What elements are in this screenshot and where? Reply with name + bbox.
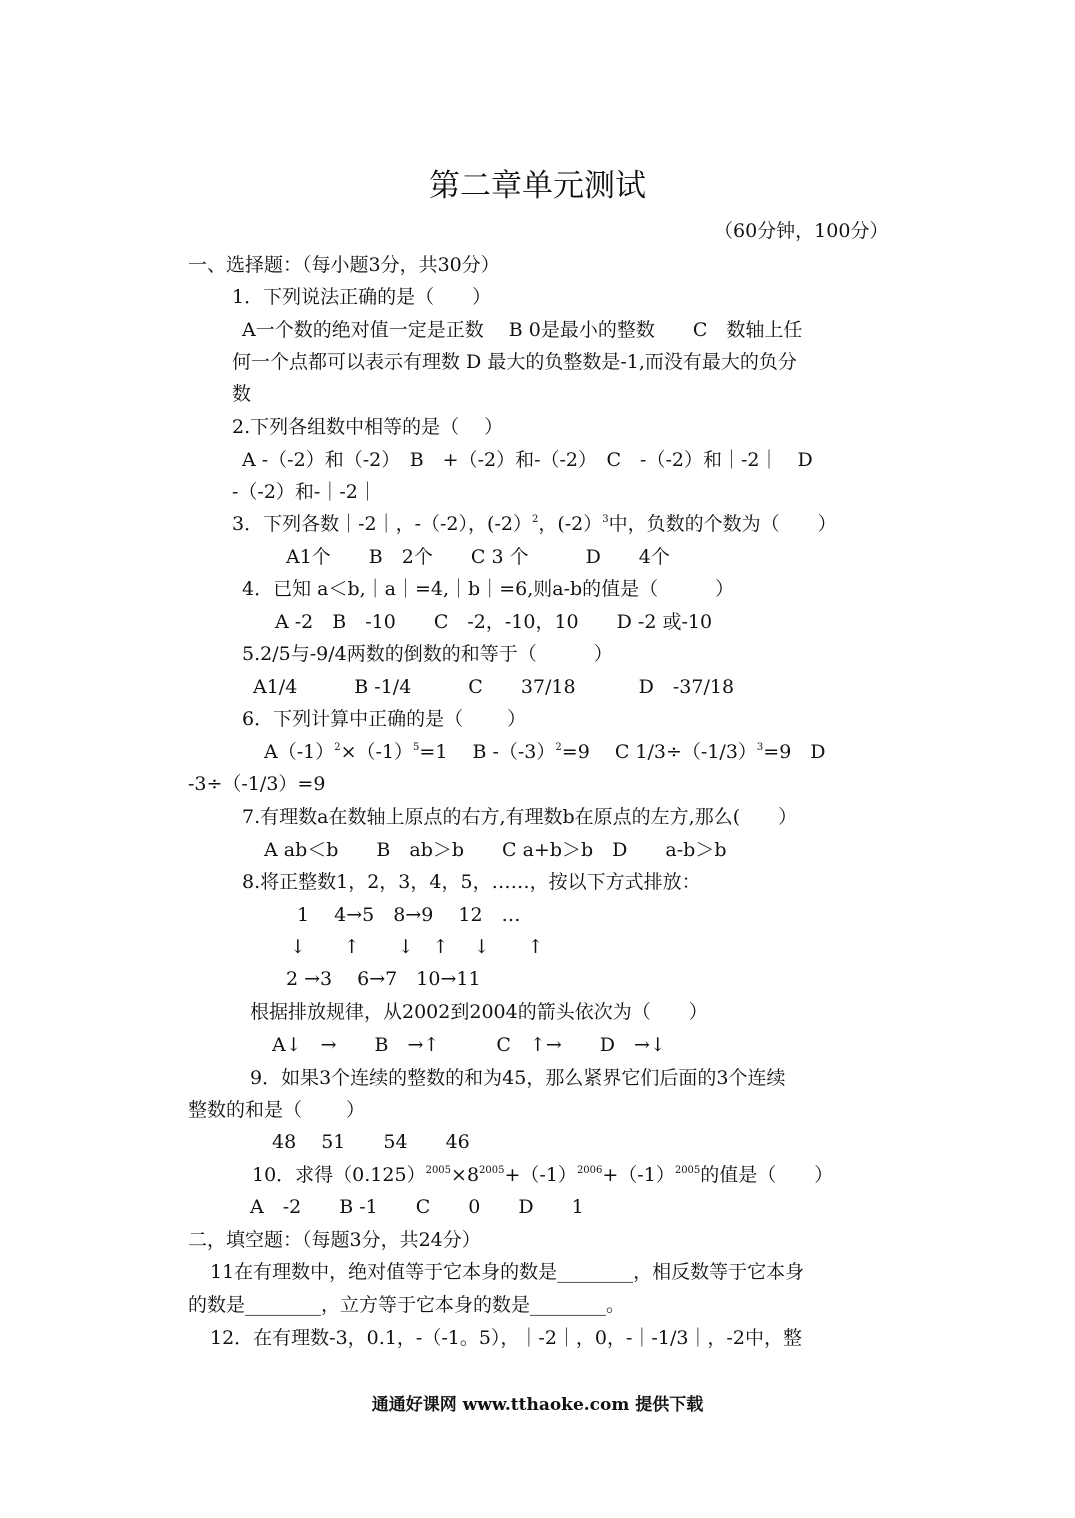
question-stem: 1．下列说法正确的是（ ） xyxy=(232,286,492,308)
question-option: A -（-2）和（-2） B +（-2）和-（-2） C -（-2）和｜-2｜ D xyxy=(242,449,813,471)
section-heading: 一、选择题：（每小题3分，共30分） xyxy=(188,254,500,276)
question-stem: 7.有理数a在数轴上原点的右方,有理数b在原点的左方,那么( ） xyxy=(242,806,798,828)
question-stem: 11在有理数中，绝对值等于它本身的数是________，相反数等于它本身 xyxy=(210,1261,805,1283)
question-option: A↓ → B →↑ C ↑→ D →↓ xyxy=(272,1034,666,1056)
arrangement-row: ↓ ↑ ↓ ↑ ↓ ↑ xyxy=(290,936,544,958)
section-heading: 二，填空题：（每题3分，共24分） xyxy=(188,1229,481,1251)
question-stem: 5.2/5与-9/4两数的倒数的和等于（ ） xyxy=(242,643,613,665)
arrangement-row: 2 →3 6→7 10→11 xyxy=(286,968,481,990)
question-stem: 4．已知 a＜b,｜a｜=4,｜b｜=6,则a-b的值是（ ） xyxy=(242,578,735,600)
question-stem: 整数的和是（ ） xyxy=(188,1099,366,1121)
question-stem: 9．如果3个连续的整数的和为45，那么紧界它们后面的3个连续 xyxy=(250,1067,786,1089)
question-option: $A(-1)^2\times(-1)^5=1$ B $-(-3)^2=9$ C $1/3\div(-1/3)^3=9$ D xyxy=(264,741,826,763)
question-option: -（-2）和-｜-2｜ xyxy=(232,481,377,503)
question-option: 48 51 54 46 xyxy=(272,1131,470,1153)
question-option: 何一个点都可以表示有理数 D 最大的负整数是-1,而没有最大的负分 xyxy=(232,351,797,373)
question-option: A一个数的绝对值一定是正数 B 0是最小的整数 C 数轴上任 xyxy=(242,319,803,341)
question-stem: 12．在有理数-3，0.1，-（-1。5），｜-2｜，0，-｜-1/3｜，-2中，整 xyxy=(210,1327,802,1349)
question-option: A -2 B -1 C 0 D 1 xyxy=(250,1196,584,1218)
footer-credit: 通通好课网 www.tthaoke.com 提供下载 xyxy=(371,1395,704,1415)
question-option: -3÷（-1/3）=9 xyxy=(188,773,326,795)
test-meta: （60分钟，100分） xyxy=(714,220,889,242)
question-stem: 8.将正整数1，2，3，4，5，……，按以下方式排放： xyxy=(242,871,701,893)
question-stem: 的数是________，立方等于它本身的数是________。 xyxy=(188,1294,626,1316)
page-title: 第二章单元测试 xyxy=(429,168,646,204)
question-stem: 6．下列计算中正确的是（ ） xyxy=(242,708,527,730)
question-option: A ab＜b B ab＞b C a+b＞b D a-b＞b xyxy=(264,839,727,861)
question-stem: 10．求得$(0.125)^{2005}\times 8^{2005}+(-1)^{2006}+(-1)^{2005}$的值是（ ） xyxy=(252,1164,834,1186)
question-option: A -2 B -10 C -2，-10，10 D -2 或-10 xyxy=(275,611,713,633)
question-stem: 3．下列各数｜-2｜，-（-2），(-2）$^2$，(-2）$^3$中，负数的个数为（ ） xyxy=(232,513,837,535)
question-stem: 根据排放规律，从2002到2004的箭头依次为（ ） xyxy=(250,1001,708,1023)
question-stem: 2.下列各组数中相等的是（ ） xyxy=(232,416,504,438)
arrangement-row: 1 4→5 8→9 12 … xyxy=(297,904,521,926)
question-option: A1/4 B -1/4 C 37/18 D -37/18 xyxy=(253,676,735,698)
question-option: A1个 B 2个 C 3 个 D 4个 xyxy=(286,546,670,568)
question-option: 数 xyxy=(232,383,252,405)
